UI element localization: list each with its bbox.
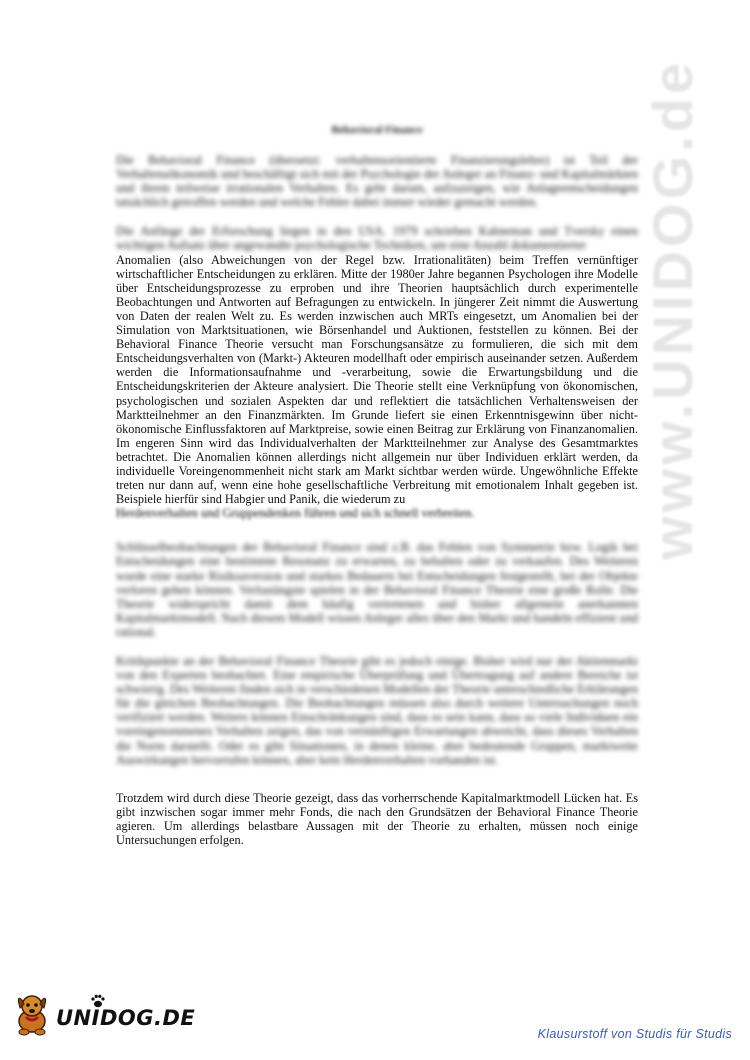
dog-mascot-icon [12, 990, 56, 1036]
paragraph-history-blurred-start: Die Anfänge der Erforschung liegen in den USA. 1979 schrieben Kahneman und Tversky einen wichtigen Aufsatz über angewandte psychologische Techniken, um eine Anzahl dokumentierter [116, 224, 638, 253]
paragraph-intro: Die Behavioral Finance (übersetzt: verhaltensorientierte Finanzierungslehre) ist Teil der Verhaltensökonomik und beschäftigt sich mit der Psychologie der Anleger an Finanz- und Kapitalmärkten und ihrem teilweise irrationalen Verhalten. Es geht darum, aufzuzeigen, wie Anlageentscheidungen tatsächlich getroffen werden und welche Fehler dabei immer wieder gemacht werden. [116, 153, 638, 210]
paragraph-key-observations: Schlüsselbeobachtungen der Behavioral Finance sind z.B. das Fehlen von Symmetrie bzw. Logik bei Entscheidungen eine bestimmte Resonanz zu erwarten, zu behalten oder zu verkaufen. Des Weiteren wurde eine starke Risikoaversion und starkes Bedauern bei Entscheidungen festgestellt, bei der Objekte verloren gehen können. Verlustängste spielen in der Behavioral Finance Theorie eine große Rolle. Die Theorie widerspricht damit dem häufig vertretenen und bisher allgemein anerkannten Kapitalmarktmodell. Nach diesem Modell wissen Anleger alles über den Markt und handeln effizient und rational. [116, 540, 638, 639]
paragraph-conclusion: Trotzdem wird durch diese Theorie gezeigt, dass das vorherrschende Kapitalmarktmodell Lücken hat. Es gibt inzwischen sogar immer mehr Fonds, die nach den Grundsätzen der Behavioral Finance Theorie agieren. Um allerdings belastbare Aussagen mit der Theorie zu erhalten, müssen noch einige Untersuchungen erfolgen. [116, 790, 638, 848]
logo-wordmark: UNIDOG.DE [56, 1006, 196, 1030]
document-title: Behavioral Finance [331, 124, 423, 136]
paragraph-history [116, 224, 638, 520]
paragraph-history-fading-end: Herdenverhalten und Gruppendenken führen und sich schnell verbreiten. [116, 506, 475, 521]
unidog-logo[interactable] [12, 990, 196, 1040]
watermark-label: www.UNIDOG.de [641, 58, 704, 560]
watermark-text [640, 59, 705, 560]
paragraph-history-visible: Anomalien (also Abweichungen von der Regel bzw. Irrationalitäten) beim Treffen vernünftiger wirtschaftlicher Entscheidungen zu erklären. Mitte der 1980er Jahre begannen Psychologen ihre Modelle über Entscheidungsprozesse zu erproben und ihre Theorien hauptsächlich durch experimentelle Beobachtungen und Antworten auf Befragungen zu entwickeln. In jüngerer Zeit nimmt die Auswertung von Daten der realen Welt zu. Es werden inzwischen auch MRTs eingesetzt, um Anomalien bei der Simulation von Marktsituationen, wie Börsenhandel und Auktionen, feststellen zu können. Bei der Behavioral Finance Theorie versucht man Forschungsansätze zu formulieren, die sich mit dem Entscheidungsverhalten von (Markt-) Akteuren modellhaft oder empirisch auseinander setzen. Außerdem werden die Informationsaufnahme und -verarbeitung, sowie die Erwartungsbildung und die Entscheidungskriterien der Akteure analysiert. Die Theorie stellt eine Verknüpfung von ökonomischen, psychologischen und sozialen Aspekten dar und reflektiert die tatsächlichen Verhaltensweisen der Marktteilnehmer an den Finanzmärkten. Im Grunde liefert sie einen Erkenntnisgewinn über nicht-ökonomische Einflussfaktoren auf Marktpreise, sowie einen Beitrag zur Erklärung von Finanzanomalien. Im engeren Sinn wird das Individualverhalten der Marktteilnehmer zur Analyse des Gesamtmarktes betrachtet. Die Anomalien können allerdings nicht allgemein nur über Individuen erklärt werden, da individuelle Voreingenommenheit nicht stark am Markt sichtbar werden würde. Ungewöhnliche Effekte treten nur dann auf, wenn eine hohe gesellschaftliche Verbreitung mit emotionalem Inhalt gegeben ist. Beispiele hierfür sind Habgier und Panik, die wiederum zu [116, 252, 638, 507]
document-body [116, 124, 638, 862]
paragraph-criticism: Kritikpunkte an der Behavioral Finance Theorie gibt es jedoch einige. Bisher wird nur der Aktienmarkt von den Experten beobachtet. Eine empirische Überprüfung und Übertragung auf andere Bereiche ist schwierig. Des Weiteren finden sich in verschiedenen Modellen der Theorie unterschiedliche Erklärungen für die gleichen Beobachtungen. Die Beobachtungen müssen also durch weitere Untersuchungen noch verifiziert werden. Weiters können Einschränkungen sind, dass es sein kann, dass so viele Individuen ein voreingenommenes Verhalten zeigen, das von vernünftigen Erwartungen abweicht, dass dieses Verhalten die Norm darstellt. Oder es gibt Situationen, in denen kleine, aber bedeutende Gruppen, marktweite Auswirkungen hervorrufen können, aber kein Herdenverhalten vorhanden ist. [116, 654, 638, 767]
footer-slogan: Klausurstoff von Studis für Studis [537, 1027, 732, 1041]
